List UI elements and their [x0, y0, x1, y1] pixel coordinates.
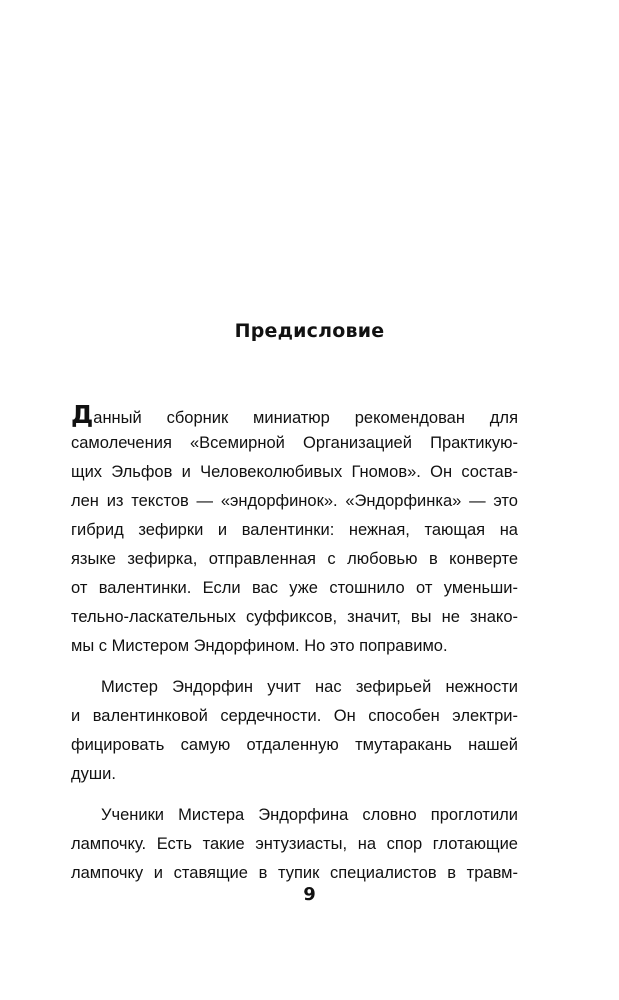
body-text: [71, 400, 518, 888]
paragraph-gap: [71, 789, 518, 801]
paragraph-1-line-5: гибрид зефирки и валентинки: нежная, тающая на: [71, 521, 518, 539]
paragraph-1-line-6: языке зефирка, отправленная с любовью в конверте: [71, 550, 518, 568]
paragraph-1-line-8: тельно-ласкательных суффиксов, значит, вы не знако-: [71, 608, 518, 626]
paragraph-2-line-3: фицировать самую отдаленную тмутаракань нашей: [71, 736, 518, 754]
paragraph-2-line-2: и валентинковой сердечности. Он способен электри-: [71, 707, 518, 725]
paragraph-1-first-line-text: анный сборник миниатюр рекомендован для: [93, 409, 518, 427]
paragraph-1-line-3: щих Эльфов и Человеколюбивых Гномов». Он состав-: [71, 463, 518, 481]
paragraph-1-line-4: лен из текстов — «эндорфинок». «Эндорфинка» — это: [71, 492, 518, 510]
page-number: 9: [303, 884, 316, 905]
paragraph-3-line-1: Ученики Мистера Эндорфина словно проглотили: [101, 806, 518, 824]
chapter-heading: Предисловие: [234, 320, 385, 342]
paragraph-gap: [71, 661, 518, 673]
paragraph-3-line-3: лампочку и ставящие в тупик специалистов в травм-: [71, 864, 518, 882]
paragraph-1-line-1: [71, 400, 518, 429]
paragraph-3-line-2: лампочку. Есть такие энтузиасты, на спор глотающие: [71, 835, 518, 853]
dropcap-letter: Д: [71, 400, 94, 429]
paragraph-1-line-9: мы с Мистером Эндорфином. Но это поправимо.: [71, 637, 448, 655]
paragraph-1-line-7: от валентинки. Если вас уже стошнило от уменьши-: [71, 579, 518, 597]
paragraph-1-line-2: самолечения «Всемирной Организацией Практикую-: [71, 434, 518, 452]
paragraph-2-line-4: души.: [71, 765, 116, 783]
paragraph-2-line-1: Мистер Эндорфин учит нас зефирьей нежности: [101, 678, 518, 696]
